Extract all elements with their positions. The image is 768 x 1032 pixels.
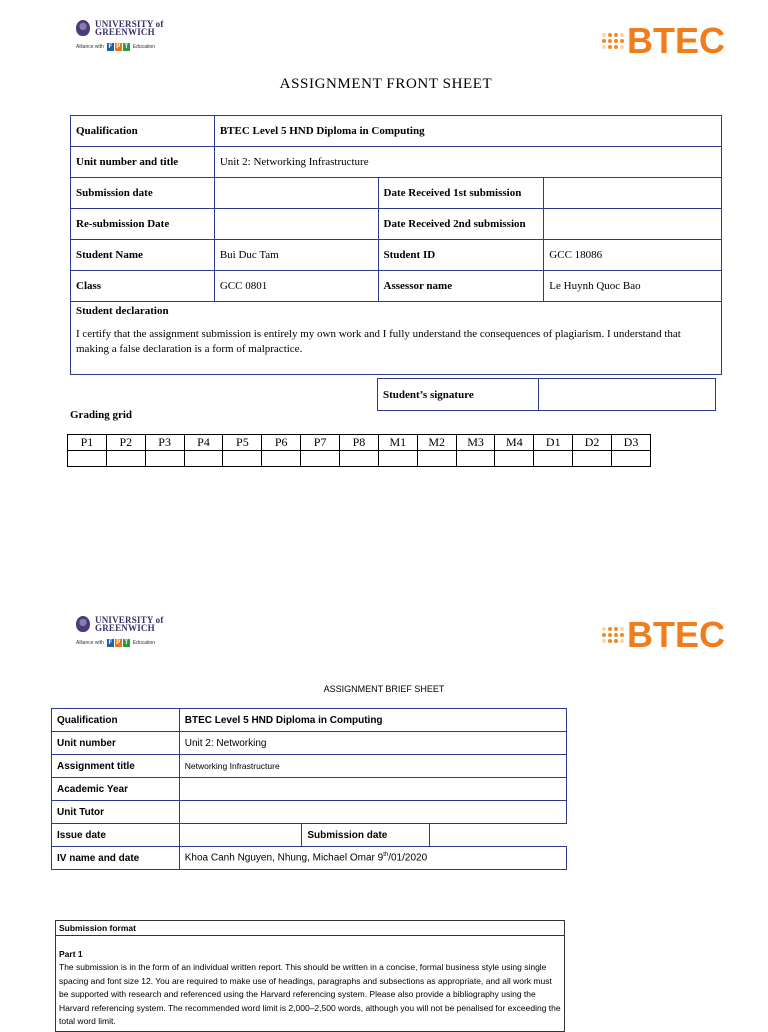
front-sheet-title: ASSIGNMENT FRONT SHEET: [279, 76, 493, 92]
front-sheet-table: [70, 115, 722, 375]
iv-value: Khoa Canh Nguyen, Nhung, Michael Omar 9th/01/2020: [179, 847, 566, 870]
student-id-label: Student ID: [378, 240, 544, 271]
brief-sheet-title: ASSIGNMENT BRIEF SHEET: [323, 684, 445, 694]
unit-tutor-field[interactable]: [179, 801, 566, 824]
grade-cell[interactable]: [534, 451, 573, 467]
brief-sheet-table: [51, 708, 567, 870]
declaration-cell: [71, 302, 722, 375]
grade-cell[interactable]: [612, 451, 651, 467]
resubmission-date-label: Re-submission Date: [71, 209, 215, 240]
grade-cell[interactable]: [378, 451, 417, 467]
assessor-label: Assessor name: [378, 271, 544, 302]
issue-date-label: Issue date: [52, 824, 180, 847]
brief-qualification-value: BTEC Level 5 HND Diploma in Computing: [179, 709, 566, 732]
declaration-text: I certify that the assignment submission is entirely my own work and I fully understand the consequences of plagiarism. I understand that making a false declaration is a form of malpractice.: [76, 328, 681, 355]
brief-unit-row: [52, 732, 567, 755]
grade-cell[interactable]: [184, 451, 223, 467]
grade-cell[interactable]: [301, 451, 340, 467]
academic-year-field[interactable]: [179, 778, 566, 801]
university-of-greenwich-logo-2: UNIVERSITY of GREENWICH Alliance with F P T Education: [76, 615, 164, 646]
grade-cell[interactable]: [68, 451, 107, 467]
signature-table: [377, 378, 716, 411]
grade-cell[interactable]: [456, 451, 495, 467]
grade-cell[interactable]: [573, 451, 612, 467]
alliance-line: Alliance with F P T Education: [76, 44, 156, 50]
date-received-2-label: Date Received 2nd submission: [378, 209, 544, 240]
grade-cell[interactable]: [106, 451, 145, 467]
class-label: Class: [71, 271, 215, 302]
submission-date-field[interactable]: [214, 178, 378, 209]
grade-p3: P3: [145, 435, 184, 451]
grade-p4: P4: [184, 435, 223, 451]
submission-date-label: Submission date: [71, 178, 215, 209]
grade-cell[interactable]: [417, 451, 456, 467]
submission-format-heading: Submission format: [56, 921, 564, 936]
grade-d2: D2: [573, 435, 612, 451]
grade-cell[interactable]: [145, 451, 184, 467]
qualification-value: BTEC Level 5 HND Diploma in Computing: [214, 116, 721, 147]
assignment-title-value: Networking Infrastructure: [179, 755, 566, 778]
assessor-value: Le Huynh Quoc Bao: [544, 271, 722, 302]
part-heading: Part 1: [59, 949, 83, 959]
grade-p5: P5: [223, 435, 262, 451]
crest-icon: [76, 20, 90, 36]
assignment-title-label: Assignment title: [52, 755, 180, 778]
unit-row: [71, 147, 722, 178]
btec-logo-2: BTEC: [602, 617, 725, 653]
student-row: [71, 240, 722, 271]
qualification-row: [71, 116, 722, 147]
student-id-value: GCC 18086: [544, 240, 722, 271]
crest-icon: [76, 616, 90, 632]
date-received-1-field[interactable]: [544, 178, 722, 209]
grade-m3: M3: [456, 435, 495, 451]
student-name-label: Student Name: [71, 240, 215, 271]
grade-cell[interactable]: [223, 451, 262, 467]
unit-tutor-label: Unit Tutor: [52, 801, 180, 824]
grade-m1: M1: [378, 435, 417, 451]
class-row: [71, 271, 722, 302]
alliance-line: Alliance with F P T Education: [76, 640, 156, 646]
qualification-label: Qualification: [71, 116, 215, 147]
date-received-2-field[interactable]: [544, 209, 722, 240]
issue-date-row: [52, 824, 567, 847]
iv-row: [52, 847, 567, 870]
submission-format-box: [55, 920, 565, 1032]
brief-qualification-row: [52, 709, 567, 732]
grade-d3: D3: [612, 435, 651, 451]
resubmission-date-field[interactable]: [214, 209, 378, 240]
grade-cell[interactable]: [495, 451, 534, 467]
declaration-title: Student declaration: [76, 305, 169, 317]
brief-submission-date-label: Submission date: [302, 824, 429, 847]
grading-header-row: [68, 435, 651, 451]
brief-title-row: [52, 755, 567, 778]
grading-grid: [67, 434, 651, 467]
grade-m2: M2: [417, 435, 456, 451]
student-name-value: Bui Duc Tam: [214, 240, 378, 271]
grade-p8: P8: [340, 435, 379, 451]
fpt-logo: F P T: [108, 640, 129, 646]
issue-date-field[interactable]: [179, 824, 302, 847]
brief-submission-date-field[interactable]: [429, 824, 566, 847]
grade-cell[interactable]: [262, 451, 301, 467]
grade-m4: M4: [495, 435, 534, 451]
grading-value-row: [68, 451, 651, 467]
grade-d1: D1: [534, 435, 573, 451]
brief-unit-number-value: Unit 2: Networking: [179, 732, 566, 755]
university-of-greenwich-logo: UNIVERSITY of GREENWICH Alliance with F P T Education: [76, 19, 164, 50]
unit-value: Unit 2: Networking Infrastructure: [214, 147, 721, 178]
brief-unit-number-label: Unit number: [52, 732, 180, 755]
iv-label: IV name and date: [52, 847, 180, 870]
btec-dots-icon: [602, 33, 624, 49]
grade-p2: P2: [106, 435, 145, 451]
grading-grid-label: Grading grid: [70, 409, 133, 421]
btec-dots-icon: [602, 627, 624, 643]
signature-label: Student’s signature: [378, 379, 539, 411]
brief-qualification-label: Qualification: [52, 709, 180, 732]
signature-field[interactable]: [538, 379, 715, 411]
resubmission-row: [71, 209, 722, 240]
declaration-row: [71, 302, 722, 375]
date-received-1-label: Date Received 1st submission: [378, 178, 544, 209]
grade-cell[interactable]: [340, 451, 379, 467]
grade-p7: P7: [301, 435, 340, 451]
grade-p1: P1: [68, 435, 107, 451]
unit-label: Unit number and title: [71, 147, 215, 178]
academic-year-row: [52, 778, 567, 801]
academic-year-label: Academic Year: [52, 778, 180, 801]
submission-row: [71, 178, 722, 209]
unit-tutor-row: [52, 801, 567, 824]
class-value: GCC 0801: [214, 271, 378, 302]
grade-p6: P6: [262, 435, 301, 451]
fpt-logo: F P T: [108, 44, 129, 50]
btec-logo: BTEC: [602, 23, 725, 59]
submission-format-text: The submission is in the form of an individual written report. This should be written in a concise, formal business style using single spacing and font size 12. You are required to make use of headings, paragraphs and subsections as appropriate, and all work must be supported with research and referenced using the Harvard referencing system. Please also provide a bibliography using the Harvard referencing system. The recommended word limit is 2,000–2,500 words, although you will not be penalised for exceeding the total word limit.: [59, 962, 561, 1027]
